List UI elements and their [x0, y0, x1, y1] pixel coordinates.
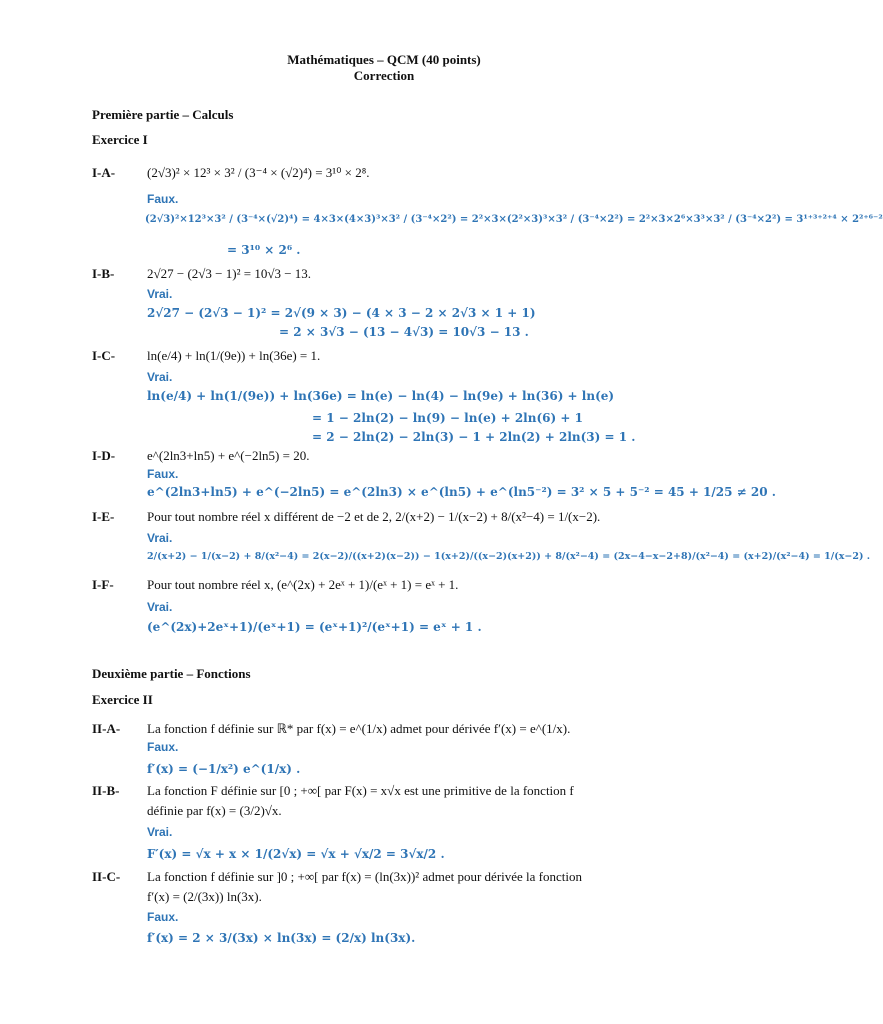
item-statement-continued: définie par f(x) = (3/2)√x.	[147, 803, 282, 818]
exercise-1-title: Exercice I	[92, 132, 148, 147]
item-statement: La fonction F définie sur [0 ; +∞[ par F(x) = x√x est une primitive de la fonction f	[147, 783, 574, 798]
exercise-2-title: Exercice II	[92, 692, 153, 707]
solution-line: (2√3)²×12³×3² / (3⁻⁴×(√2)⁴) = 4×3×(4×3)³×3² / (3⁻⁴×2²) = 2²×3×(2²×3)³×3² / (3⁻⁴×2²) = 2²×3×2⁶×3³×3² / (3⁻⁴×2²) = 3¹⁺³⁺²⁺⁴ × 2²⁺⁶⁻²	[145, 214, 883, 225]
item-statement: La fonction f définie sur ]0 ; +∞[ par f(x) = (ln(3x))² admet pour dérivée la fonction	[147, 869, 583, 884]
item-verdict: Vrai.	[147, 287, 173, 301]
solution-line: f′(x) = (−1/x²) e^(1/x) .	[147, 762, 301, 776]
item-statement: Pour tout nombre réel x différent de −2 et de 2, 2/(x+2) − 1/(x−2) + 8/(x²−4) = 1/(x−2).	[147, 509, 601, 524]
part-2-title: Deuxième partie – Fonctions	[92, 666, 251, 681]
item-statement: e^(2ln3+ln5) + e^(−2ln5) = 20.	[147, 448, 310, 463]
item-verdict: Vrai.	[147, 370, 173, 384]
item-statement-continued: f′(x) = (2/(3x)) ln(3x).	[147, 889, 262, 904]
item-verdict: Faux.	[147, 192, 179, 206]
item-verdict: Faux.	[147, 740, 179, 754]
solution-line: f′(x) = 2 × 3/(3x) × ln(3x) = (2/x) ln(3x).	[147, 931, 416, 945]
item-statement: (2√3)² × 12³ × 3² / (3⁻⁴ × (√2)⁴) = 3¹⁰ × 2⁸.	[147, 165, 370, 180]
solution-line: 2/(x+2) − 1/(x−2) + 8/(x²−4) = 2(x−2)/((x+2)(x−2)) − 1(x+2)/((x−2)(x+2)) + 8/(x²−4) = (2x−4−x−2+8)/(x²−4) = (x+2)/(x²−4) = 1/(x−2) .	[147, 551, 871, 562]
item-verdict: Faux.	[147, 467, 179, 481]
item-label: II-B-	[92, 783, 120, 798]
item-label: I-D-	[92, 448, 116, 463]
item-statement: 2√27 − (2√3 − 1)² = 10√3 − 13.	[147, 266, 312, 281]
item-label: I-E-	[92, 509, 115, 524]
item-verdict: Vrai.	[147, 825, 173, 839]
item-label: I-A-	[92, 165, 116, 180]
solution-line: = 2 × 3√3 − (13 − 4√3) = 10√3 − 13 .	[279, 325, 529, 339]
solution-line: e^(2ln3+ln5) + e^(−2ln5) = e^(2ln3) × e^(ln5) + e^(ln5⁻²) = 3² × 5 + 5⁻² = 45 + 1/25 ≠ 20 .	[147, 485, 776, 499]
item-verdict: Vrai.	[147, 600, 173, 614]
item-label: II-A-	[92, 721, 121, 736]
item-verdict: Vrai.	[147, 531, 173, 545]
item-label: I-B-	[92, 266, 115, 281]
solution-line: 2√27 − (2√3 − 1)² = 2√(9 × 3) − (4 × 3 − 2 × 2√3 × 1 + 1)	[147, 306, 536, 320]
solution-line: = 3¹⁰ × 2⁶ .	[227, 243, 301, 257]
solution-line: ln(e/4) + ln(1/(9e)) + ln(36e) = ln(e) − ln(4) − ln(9e) + ln(36) + ln(e)	[147, 389, 615, 403]
solution-line: F′(x) = √x + x × 1/(2√x) = √x + √x/2 = 3√x/2 .	[147, 847, 445, 861]
solution-line: = 1 − 2ln(2) − ln(9) − ln(e) + 2ln(6) + 1	[312, 411, 583, 425]
item-statement: ln(e/4) + ln(1/(9e)) + ln(36e) = 1.	[147, 348, 321, 363]
item-statement: La fonction f définie sur ℝ* par f(x) = e^(1/x) admet pour dérivée f′(x) = e^(1/x).	[147, 721, 571, 736]
solution-line: = 2 − 2ln(2) − 2ln(3) − 1 + 2ln(2) + 2ln(3) = 1 .	[312, 430, 636, 444]
solution-line: (e^(2x)+2eˣ+1)/(eˣ+1) = (eˣ+1)²/(eˣ+1) = eˣ + 1 .	[147, 620, 482, 634]
item-statement: Pour tout nombre réel x, (e^(2x) + 2eˣ + 1)/(eˣ + 1) = eˣ + 1.	[147, 577, 459, 592]
document-subtitle: Correction	[353, 68, 415, 83]
item-verdict: Faux.	[147, 910, 179, 924]
item-label: I-C-	[92, 348, 116, 363]
item-label: I-F-	[92, 577, 114, 592]
part-1-title: Première partie – Calculs	[92, 107, 234, 122]
document-title: Mathématiques – QCM (40 points)	[287, 52, 481, 67]
item-label: II-C-	[92, 869, 121, 884]
